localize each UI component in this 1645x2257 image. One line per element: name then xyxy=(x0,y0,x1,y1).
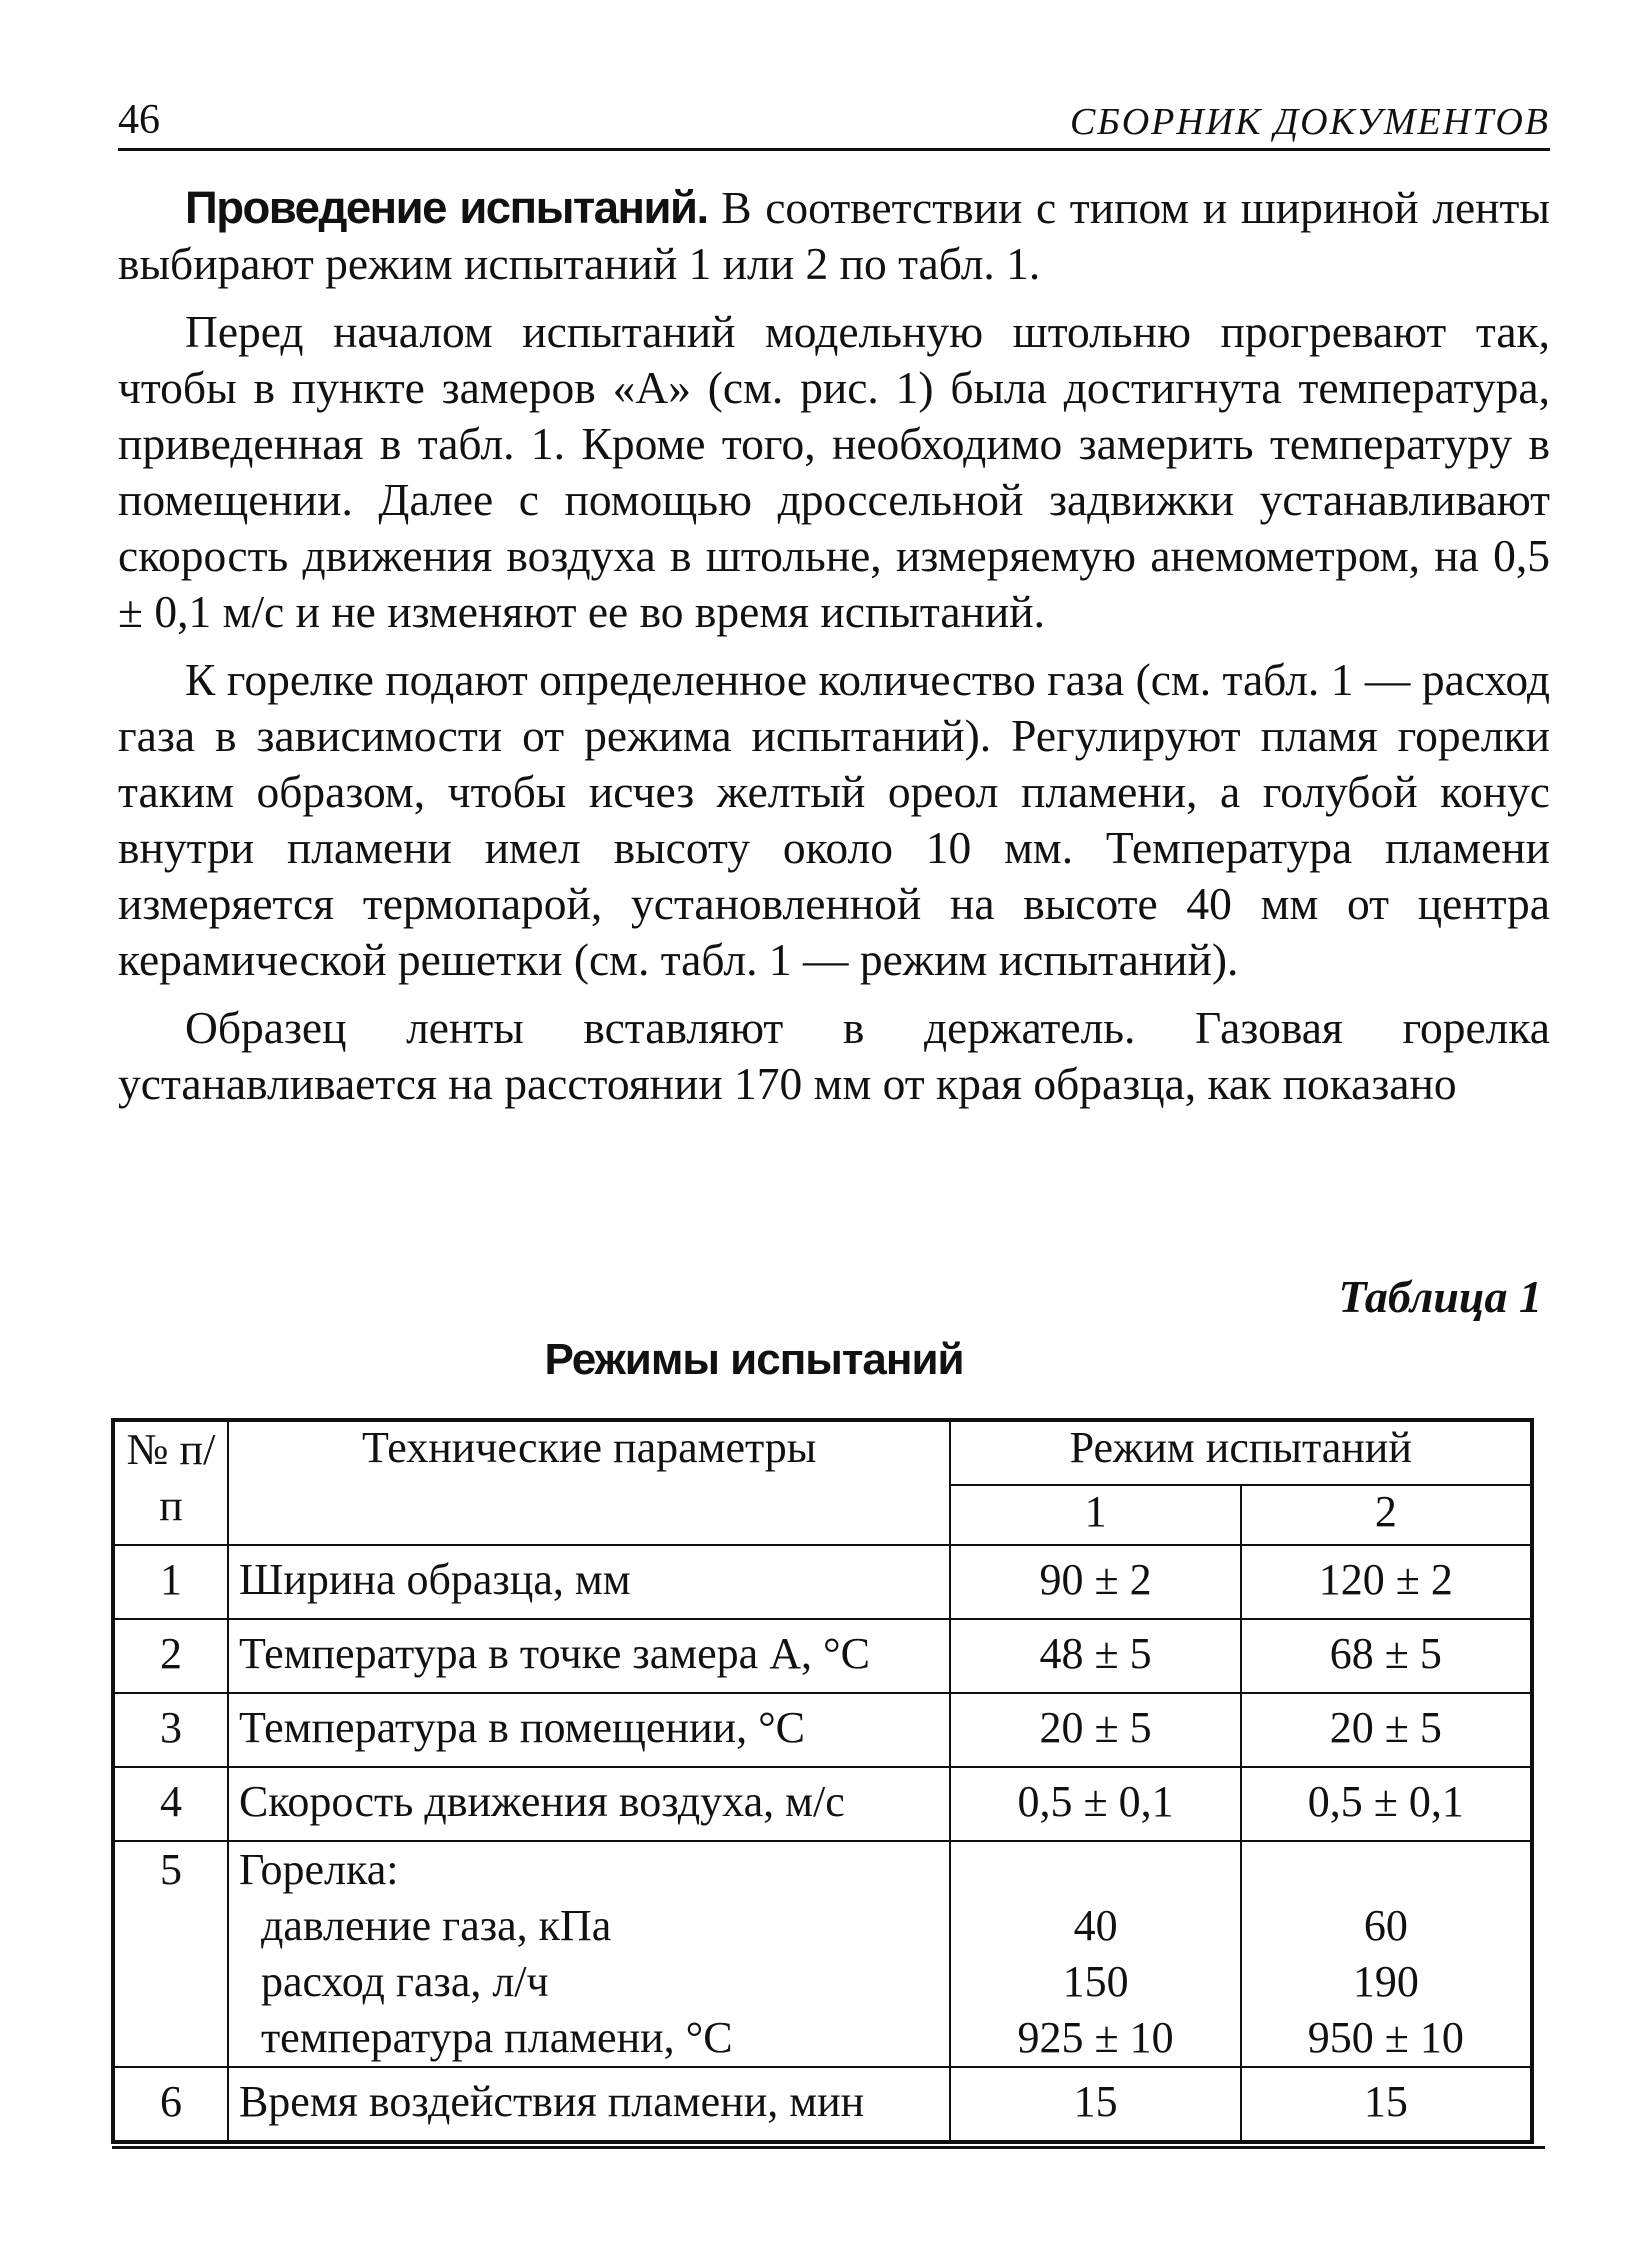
row-param: Температура в точке замера А, °С xyxy=(228,1619,951,1693)
paragraph-text: К горелке подают определенное количество газа (см. табл. 1 — расход газа в зависимости от режима испытаний). Регулируют пламя горелки таким образом, чтобы исчез желтый ореол пламени, а голубой конус внутри пламени имел высоту около 10 мм. Температура пламени измеряется термопарой, установленной на высоте 40 мм от центра керамической решетки (см. табл. 1 — режим испытаний). xyxy=(118,654,1550,985)
paragraph-4 xyxy=(118,1000,1550,1112)
row-mode-1: 48 ± 5 xyxy=(950,1619,1240,1693)
table-title: Режимы испытаний xyxy=(544,1335,964,1384)
burner-sub-value: 150 xyxy=(1062,1957,1129,2006)
paragraph-text: Перед началом испытаний модельную штольню прогревают так, чтобы в пункте замеров «А» (см. рис. 1) была достигнута температура, приведенная в табл. 1. Кроме того, необходимо замерить температуру в помещении. Далее с помощью дроссельной задвижки устанавливают скорость движения воздуха в штольне, измеряемую анемометром, на 0,5 ± 0,1 м/с и не изменяют ее во время испытаний. xyxy=(118,306,1550,637)
table-header-row xyxy=(113,1420,1532,1485)
header-mode-1: 1 xyxy=(950,1485,1240,1545)
row-num: 1 xyxy=(113,1545,228,1619)
page-number: 46 xyxy=(118,97,160,143)
header-num: № п/п xyxy=(113,1420,228,1545)
burner-sub-value: 190 xyxy=(1352,1957,1419,2006)
paragraph-text: В соответствии с типом и шириной ленты выбирают режим испытаний 1 или 2 по табл. 1. xyxy=(118,182,1550,289)
row-param: Время воздействия пламени, мин xyxy=(228,2067,951,2142)
burner-sub-param: расход газа, л/ч xyxy=(260,1957,549,2006)
paragraph-text: Образец ленты вставляют в держатель. Газовая горелка устанавливается на расстоянии 170 мм от края образца, как показано xyxy=(118,1002,1550,1109)
paragraph-3 xyxy=(118,652,1550,988)
header-param: Технические параметры xyxy=(228,1420,951,1545)
row-mode-1: 90 ± 2 xyxy=(950,1545,1240,1619)
row-num: 4 xyxy=(113,1767,228,1841)
row-mode-2: 120 ± 2 xyxy=(1241,1545,1532,1619)
burner-sub-value: 950 ± 10 xyxy=(1307,2013,1464,2062)
row-mode-2: 15 xyxy=(1241,2067,1532,2142)
burner-sub-value: 60 xyxy=(1363,1901,1408,1950)
row-param-burner xyxy=(228,1841,951,2067)
table-label: Таблица 1 xyxy=(1338,1271,1542,1322)
parameters-table xyxy=(111,1418,1534,2144)
table-row xyxy=(113,1545,1532,1619)
burner-sub-param: температура пламени, °С xyxy=(260,2013,733,2062)
row-mode-2: 0,5 ± 0,1 xyxy=(1241,1767,1532,1841)
body-text xyxy=(118,180,1550,1124)
footer-rule xyxy=(112,2146,1545,2149)
row-num: 2 xyxy=(113,1619,228,1693)
paragraph-1 xyxy=(118,180,1550,292)
header-mode: Режим испытаний xyxy=(950,1420,1532,1485)
row-mode-1: 0,5 ± 0,1 xyxy=(950,1767,1240,1841)
row-mode-2-burner xyxy=(1241,1841,1532,2067)
burner-sub-param: давление газа, кПа xyxy=(260,1901,612,1950)
row-mode-1-burner xyxy=(950,1841,1240,2067)
table-caption xyxy=(118,1270,1550,1385)
row-mode-2: 68 ± 5 xyxy=(1241,1619,1532,1693)
row-mode-1: 15 xyxy=(950,2067,1240,2142)
burner-sub-value: 40 xyxy=(1073,1901,1118,1950)
row-num: 6 xyxy=(113,2067,228,2142)
row-param: Температура в помещении, °С xyxy=(228,1693,951,1767)
paragraph-lead: Проведение испытаний. xyxy=(185,182,708,233)
table-row xyxy=(113,1619,1532,1693)
burner-sub-value: 925 ± 10 xyxy=(1017,2013,1174,2062)
row-num: 3 xyxy=(113,1693,228,1767)
table-row xyxy=(113,2067,1532,2142)
table-row xyxy=(113,1693,1532,1767)
table-row-burner xyxy=(113,1841,1532,2067)
row-param: Ширина образца, мм xyxy=(228,1545,951,1619)
row-param: Скорость движения воздуха, м/с xyxy=(228,1767,951,1841)
running-head: СБОРНИК ДОКУМЕНТОВ xyxy=(1069,101,1550,143)
row-num: 5 xyxy=(113,1841,228,2067)
row-mode-1: 20 ± 5 xyxy=(950,1693,1240,1767)
row-mode-2: 20 ± 5 xyxy=(1241,1693,1532,1767)
header-mode-2: 2 xyxy=(1241,1485,1532,1545)
table-row xyxy=(113,1767,1532,1841)
burner-title: Горелка: xyxy=(238,1845,399,1894)
paragraph-2 xyxy=(118,304,1550,640)
page-header xyxy=(118,97,1550,151)
